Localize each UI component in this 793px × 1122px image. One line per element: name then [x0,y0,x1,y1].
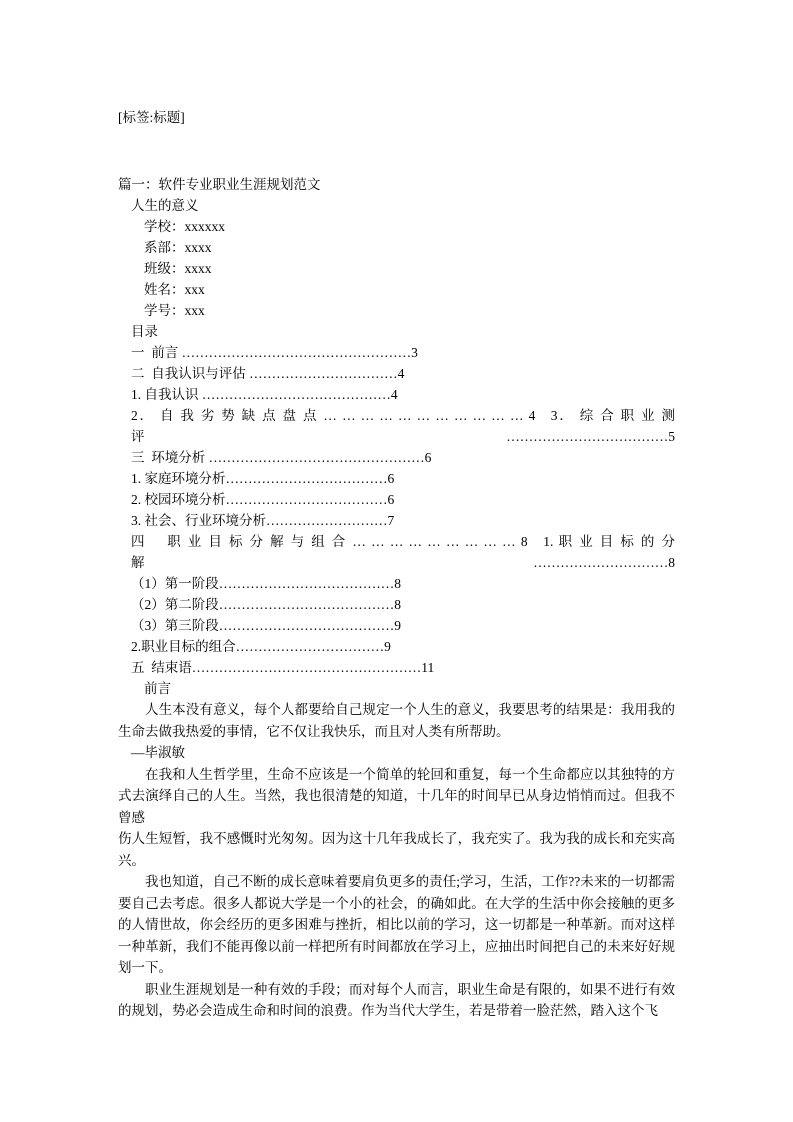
toc-item: 1. 自我认识 ……………………………………4 [131,387,398,402]
body-paragraph: 职业生涯规划是一种有效的手段；而对每个人而言，职业生命是有限的，如果不进行有效的规划，势必会造成生命和时间的浪费。作为当代大学生，若是带着一脸茫然，踏入这个飞 [118,981,675,1018]
info-field-student-id: 学号：xxx [144,303,205,318]
preface-heading: 前言 [144,681,171,696]
document-title: 人生的意义 [131,198,199,213]
toc-item: 四 职 业 目 标 分 解 与 组 合 … … … … … … … … … 8 1. 职 业 目 标 的 分解…………………………8 [131,534,675,570]
info-field-school: 学校：xxxxxx [144,219,225,234]
toc-item: （2）第二阶段…………………………………8 [131,597,401,612]
toc-item: （3）第三阶段…………………………………9 [131,618,401,633]
body-paragraph: 我也知道，自己不断的成长意味着要肩负更多的责任;学习，生活，工作??未来的一切都需要自己去考虑。很多人都说大学是一个小的社会，的确如此。在大学的生活中你会接触的更多的人情世故，你会经历的更多困难与挫折，相比以前的学习，这一切都是一种革新。而对这样一种革新，我们不能再像以前一样把所有时间都放在学习上，应抽出时间把自己的未来好好规划一下。 [118,874,675,975]
quote-attribution: —毕淑敏 [131,745,185,760]
toc-item: 3. 社会、行业环境分析………………………7 [131,513,395,528]
body-paragraph: 人生本没有意义，每个人都要给自己规定一个人生的意义，我要思考的结果是：我用我的生命去做我热爱的事情，它不仅让我快乐，而且对人类有所帮助。 [118,702,675,739]
toc-item: 2. 校园环境分析………………………………6 [131,492,395,507]
source-line: 篇一：软件专业职业生涯规划范文 [118,177,321,192]
body-paragraph: 伤人生短暂，我不感慨时光匆匆。因为这十几年我成长了，我充实了。我为我的成长和充实高兴。 [118,831,675,868]
toc-item: 2． 自 我 劣 势 缺 点 盘 点 … … … … … … … … … … … 4 3． 综 合 职 业 测评………………………………5 [131,408,675,444]
toc-item: 三 环境分析 …………………………………………6 [131,450,432,465]
info-field-name: 姓名：xxx [144,282,205,297]
toc-item: 二 自我认识与评估 ……………………………4 [131,366,405,381]
toc-item: 五 结束语……………………………………………11 [131,660,435,675]
toc-item: 1. 家庭环境分析………………………………6 [131,471,395,486]
toc-heading: 目录 [131,324,158,339]
info-field-class: 班级：xxxx [144,261,212,276]
document-tag-label: [标签:标题] [118,110,185,125]
toc-item: 一 前言 ……………………………………………3 [131,345,418,360]
info-field-department: 系部：xxxx [144,240,212,255]
toc-item: 2.职业目标的组合……………………………9 [131,639,391,654]
body-paragraph: 在我和人生哲学里，生命不应该是一个简单的轮回和重复，每一个生命都应以其独特的方式去演绎自己的人生。当然，我也很清楚的知道，十几年的时间早已从身边悄悄而过。但我不曾感 [118,766,675,825]
toc-item: （1）第一阶段…………………………………8 [131,576,401,591]
